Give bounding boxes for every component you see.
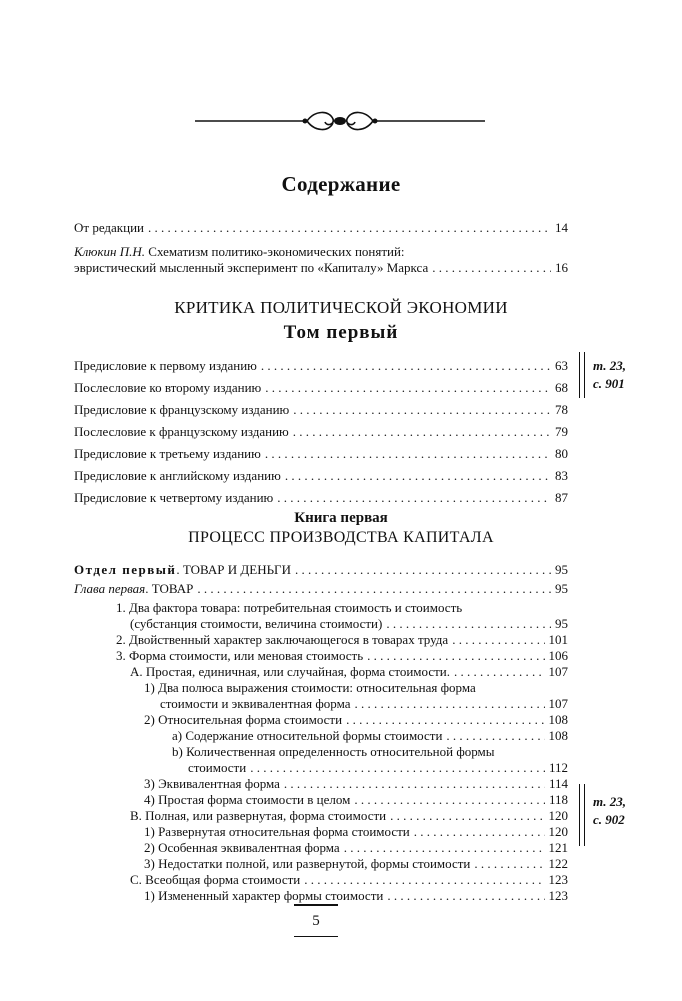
leader-dots — [354, 792, 545, 808]
toc-entry-a2 — [144, 712, 568, 728]
toc-entry-page: 108 — [548, 712, 568, 727]
toc-entry-page: 95 — [555, 581, 568, 596]
section-title: . ТОВАР И ДЕНЬГИ — [176, 562, 291, 577]
toc-entry-page: 123 — [548, 872, 568, 887]
leader-dots — [414, 824, 545, 840]
toc-entry-label: 3. Форма стоимости, или меновая стоимость — [116, 648, 364, 663]
toc-entry-preface — [74, 358, 568, 374]
margin-reference-2 — [579, 784, 649, 846]
toc-entry-1 — [130, 616, 568, 632]
toc-entry-a4 — [144, 792, 568, 808]
book-heading: Книга первая — [294, 510, 388, 526]
toc-entry-page: 120 — [548, 808, 568, 823]
toc-entry-preface — [74, 490, 568, 506]
leader-dots — [344, 840, 545, 856]
leader-dots — [284, 776, 545, 792]
toc-entry-page: 87 — [555, 490, 568, 505]
section-prefix: Отдел первый — [74, 562, 177, 577]
toc-entry-a2b-line1: b) Количественная определенность относительной формы — [172, 744, 495, 759]
leader-dots — [285, 468, 551, 484]
toc-entry-a2b — [188, 760, 568, 776]
toc-entry-b3 — [144, 856, 568, 872]
toc-entry-page: 79 — [555, 424, 568, 439]
toc-entry-label: А. Простая, единичная, или случайная, форма стоимости. — [130, 664, 450, 679]
toc-entry-page: 118 — [548, 792, 568, 807]
toc-entry-1-line1: 1. Два фактора товара: потребительная стоимость и стоимость — [116, 600, 463, 615]
leader-dots — [265, 380, 551, 396]
margin-ref-volume: т. 23, — [593, 358, 627, 373]
toc-entry-page: 122 — [548, 856, 568, 871]
toc-entry-label: 2) Относительная форма стоимости — [144, 712, 343, 727]
leader-dots — [304, 872, 544, 888]
toc-entry-klyukin — [74, 260, 568, 276]
toc-entry-label: В. Полная, или развернутая, форма стоимости — [130, 808, 387, 823]
toc-entry-preface — [74, 380, 568, 396]
toc-entry-b2 — [144, 840, 568, 856]
leader-dots — [386, 616, 551, 632]
toc-entry-page: 16 — [555, 260, 568, 275]
toc-entry-page: 95 — [555, 616, 568, 631]
toc-entry-label: Предисловие к четвертому изданию — [74, 490, 274, 505]
process-heading: ПРОЦЕСС ПРОИЗВОДСТВА КАПИТАЛА — [188, 529, 494, 546]
toc-entry-page: 121 — [548, 840, 568, 855]
page-number: 5 — [294, 904, 338, 937]
toc-entry-page: 83 — [555, 468, 568, 483]
toc-entry-label: Предисловие к первому изданию — [74, 358, 257, 373]
toc-entry-page: 68 — [555, 380, 568, 395]
contents-title: Содержание — [281, 172, 401, 196]
leader-dots — [277, 490, 551, 506]
ornament-divider — [195, 108, 485, 134]
toc-entry-label: От редакции — [74, 220, 144, 235]
toc-entry-label: Послесловие к французскому изданию — [74, 424, 289, 439]
leader-dots — [261, 358, 551, 374]
toc-entry-label: (субстанция стоимости, величина стоимости) — [130, 616, 383, 631]
toc-entry-page: 107 — [548, 664, 568, 679]
toc-entry-label: 4) Простая форма стоимости в целом — [144, 792, 351, 807]
toc-entry-page: 107 — [548, 696, 568, 711]
toc-entry-label — [74, 562, 291, 578]
toc-entry-label: 2) Особенная эквивалентная форма — [144, 840, 340, 855]
toc-entry-c1 — [144, 888, 568, 904]
toc-entry-label: Послесловие ко второму изданию — [74, 380, 262, 395]
leader-dots — [346, 712, 544, 728]
toc-entry-3 — [116, 648, 568, 664]
toc-entry-label: стоимости и эквивалентная форма — [160, 696, 351, 711]
leader-dots — [446, 728, 544, 744]
toc-entry-c — [130, 872, 568, 888]
leader-dots — [454, 664, 545, 680]
toc-entry-label — [74, 581, 193, 597]
margin-bars — [579, 352, 585, 398]
toc-entry-section — [74, 562, 568, 578]
leader-dots — [387, 888, 544, 904]
toc-entry-label: стоимости — [188, 760, 247, 775]
toc-entry-preface — [74, 424, 568, 440]
toc-entry-page: 112 — [548, 760, 568, 775]
leader-dots — [390, 808, 544, 824]
toc-entry-page: 114 — [548, 776, 568, 791]
article-title-line2: эвристический мысленный эксперимент по «Капиталу» Маркса — [74, 260, 429, 275]
leader-dots — [367, 648, 544, 664]
toc-entry-front — [74, 220, 568, 236]
toc-entry-2 — [116, 632, 568, 648]
toc-entry-label: Предисловие к третьему изданию — [74, 446, 261, 461]
leader-dots — [432, 260, 551, 276]
leader-dots — [474, 856, 544, 872]
toc-entry-a1-line1: 1) Два полюса выражения стоимости: относительная форма — [144, 680, 476, 695]
toc-entry-page: 63 — [555, 358, 568, 373]
toc-entry-b1 — [144, 824, 568, 840]
margin-ref-volume: т. 23, — [593, 794, 627, 809]
toc-entry-chapter — [74, 581, 568, 597]
leader-dots — [293, 424, 551, 440]
leader-dots — [452, 632, 544, 648]
toc-entry-label: a) Содержание относительной формы стоимости — [172, 728, 443, 743]
margin-ref-page: с. 901 — [593, 376, 625, 391]
toc-entry-label: 3) Недостатки полной, или развернутой, формы стоимости — [144, 856, 471, 871]
toc-entry-a1 — [160, 696, 568, 712]
toc-entry-label: С. Всеобщая форма стоимости — [130, 872, 301, 887]
toc-entry-label: 1) Измененный характер формы стоимости — [144, 888, 384, 903]
toc-entry-page: 14 — [555, 220, 568, 235]
margin-bars — [579, 784, 585, 846]
toc-entry-page: 108 — [548, 728, 568, 743]
toc-entry-a2a — [172, 728, 568, 744]
toc-entry-b — [130, 808, 568, 824]
toc-entry-preface — [74, 468, 568, 484]
leader-dots — [295, 562, 551, 578]
toc-entry-preface — [74, 446, 568, 462]
article-title-line1: Схематизм политико-экономических понятий: — [148, 244, 405, 259]
leader-dots — [293, 402, 551, 418]
toc-entry-page: 80 — [555, 446, 568, 461]
toc-entry-a — [130, 664, 568, 680]
margin-ref-page: с. 902 — [593, 812, 625, 827]
toc-entry-page: 95 — [555, 562, 568, 577]
toc-entry-page: 120 — [548, 824, 568, 839]
toc-entry-page: 78 — [555, 402, 568, 417]
critique-heading: КРИТИКА ПОЛИТИЧЕСКОЙ ЭКОНОМИИ — [174, 298, 508, 317]
toc-entry-preface — [74, 402, 568, 418]
margin-reference-1 — [579, 352, 649, 398]
leader-dots — [354, 696, 544, 712]
toc-entry-page: 106 — [548, 648, 568, 663]
toc-entry-label: 2. Двойственный характер заключающегося в товарах труда — [116, 632, 449, 647]
leader-dots — [197, 581, 551, 597]
toc-entry-a3 — [144, 776, 568, 792]
toc-entry-label: Предисловие к французскому изданию — [74, 402, 290, 417]
toc-entry-klyukin-line1 — [74, 244, 568, 260]
toc-entry-label: 3) Эквивалентная форма — [144, 776, 280, 791]
toc-entry-label: Предисловие к английскому изданию — [74, 468, 281, 483]
toc-entry-page: 123 — [548, 888, 568, 903]
toc-entry-label: 1) Развернутая относительная форма стоимости — [144, 824, 410, 839]
chapter-title: . ТОВАР — [145, 581, 194, 596]
toc-entry-page: 101 — [548, 632, 568, 647]
leader-dots — [265, 446, 551, 462]
leader-dots — [148, 220, 551, 236]
chapter-prefix: Глава первая — [74, 581, 146, 596]
author-name: Клюкин П.Н. — [74, 244, 146, 259]
volume-heading: Том первый — [283, 322, 399, 343]
leader-dots — [250, 760, 545, 776]
